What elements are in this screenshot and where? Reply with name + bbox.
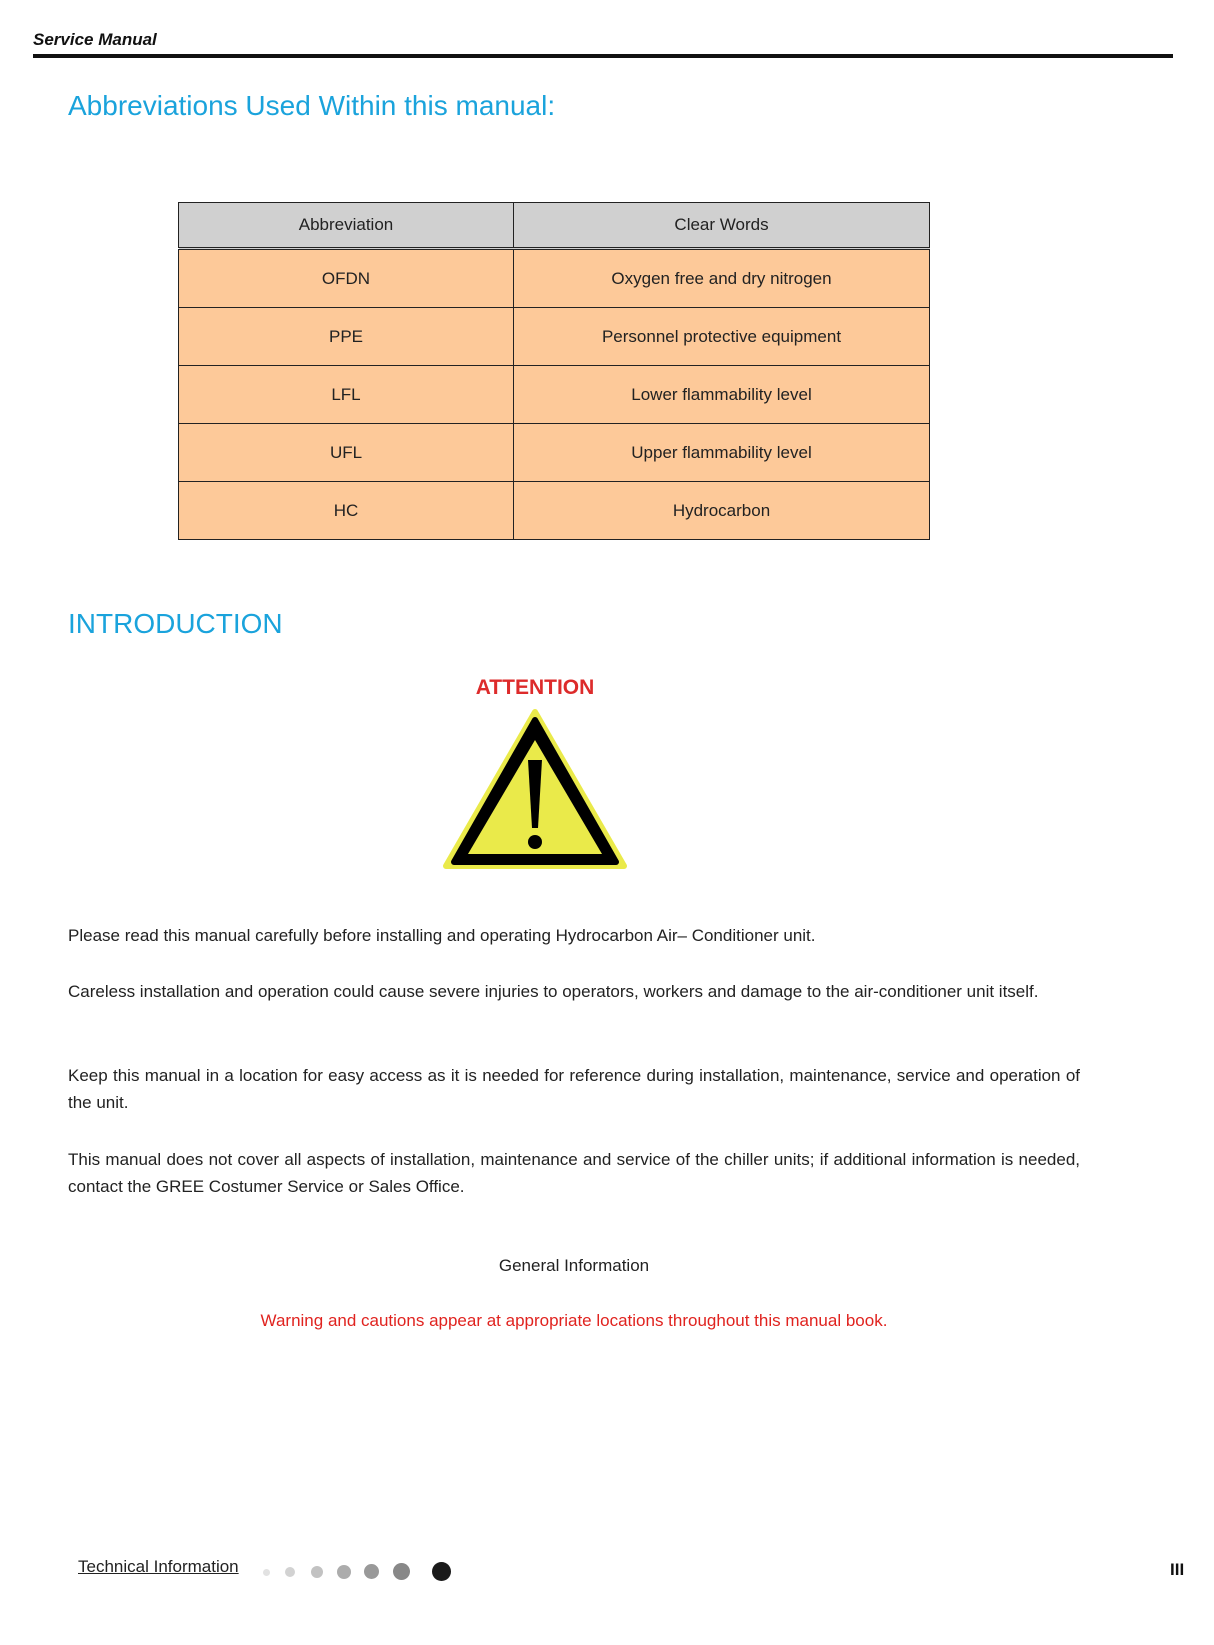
table-row xyxy=(179,249,930,308)
abbreviation-cell: PPE xyxy=(179,308,514,366)
table-row xyxy=(179,308,930,366)
attention-label: ATTENTION xyxy=(475,676,595,699)
clear-words-cell: Upper flammability level xyxy=(514,424,930,482)
running-header: Service Manual xyxy=(33,30,157,49)
warning-note: Warning and cautions appear at appropriate locations throughout this manual book. xyxy=(260,1311,888,1330)
progress-dot-2 xyxy=(285,1567,295,1577)
clear-words-cell: Personnel protective equipment xyxy=(514,308,930,366)
progress-dot-active xyxy=(432,1562,451,1581)
progress-dot-5 xyxy=(364,1564,379,1579)
progress-dot-1 xyxy=(263,1569,270,1576)
table-row xyxy=(179,482,930,540)
page-number: III xyxy=(1170,1560,1185,1579)
introduction-title: INTRODUCTION xyxy=(68,608,283,639)
abbreviation-cell: HC xyxy=(179,482,514,540)
abbreviations-title: Abbreviations Used Within this manual: xyxy=(68,90,556,121)
header-rule xyxy=(33,54,1173,58)
footer-section-link[interactable]: Technical Information xyxy=(78,1557,239,1576)
intro-paragraph: This manual does not cover all aspects of installation, maintenance and service of the chiller units; if additional information is needed, contact the GREE Costumer Service or Sales Office. xyxy=(68,1150,1080,1196)
intro-paragraph: Careless installation and operation could cause severe injuries to operators, workers and damage to the air-conditioner unit itself. xyxy=(68,982,1039,1001)
progress-dot-4 xyxy=(337,1565,351,1579)
progress-dot-3 xyxy=(311,1566,323,1578)
column-header-clear-words: Clear Words xyxy=(514,203,930,249)
clear-words-cell: Lower flammability level xyxy=(514,366,930,424)
abbreviations-table xyxy=(178,202,930,540)
general-information-heading: General Information xyxy=(498,1256,650,1275)
table-row xyxy=(179,366,930,424)
clear-words-cell: Oxygen free and dry nitrogen xyxy=(514,249,930,308)
progress-dot-6 xyxy=(393,1563,410,1580)
abbreviation-cell: LFL xyxy=(179,366,514,424)
intro-paragraph: Keep this manual in a location for easy access as it is needed for reference during installation, maintenance, service and operation of the unit. xyxy=(68,1066,1080,1112)
warning-triangle-icon xyxy=(442,708,628,872)
intro-paragraph: Please read this manual carefully before installing and operating Hydrocarbon Air– Conditioner unit. xyxy=(68,926,816,945)
clear-words-cell: Hydrocarbon xyxy=(514,482,930,540)
abbreviation-cell: OFDN xyxy=(179,249,514,308)
table-row xyxy=(179,424,930,482)
table-header-row xyxy=(179,203,930,249)
abbreviation-cell: UFL xyxy=(179,424,514,482)
column-header-abbreviation: Abbreviation xyxy=(179,203,514,249)
